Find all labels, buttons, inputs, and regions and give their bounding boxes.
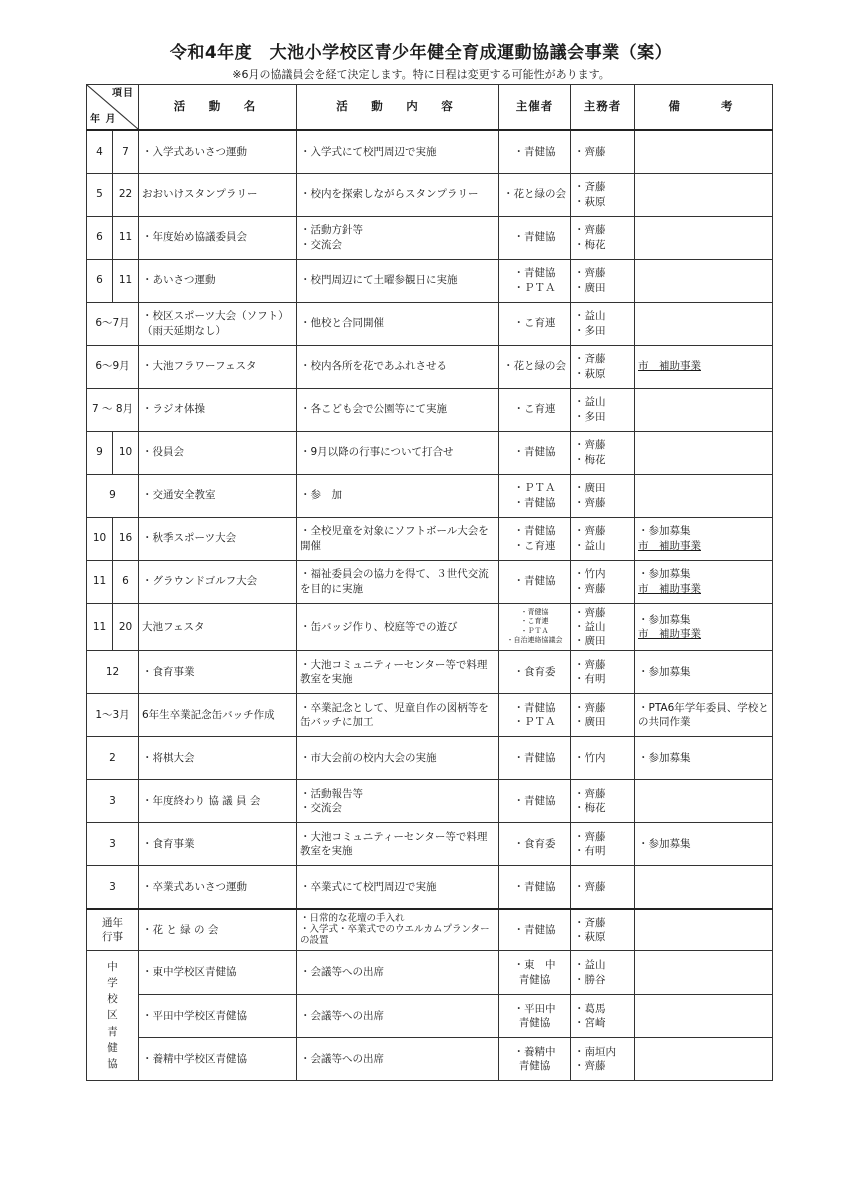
staff-cell: ・齊藤 xyxy=(571,866,635,909)
table-row xyxy=(87,345,773,388)
table-row xyxy=(87,560,773,603)
staff-cell: ・益山 ・多田 xyxy=(571,388,635,431)
staff-cell: ・齊藤 ・益山 xyxy=(571,517,635,560)
activity-name-cell: 6年生卒業記念缶バッチ作成 xyxy=(139,694,297,737)
table-row xyxy=(87,603,773,651)
organizer-cell: ・花と緑の会 xyxy=(499,173,571,216)
table-row xyxy=(87,780,773,823)
organizer-cell: ・青健協 ・こ育連 ・ＰＴＡ ・自治連絡協議会 xyxy=(499,603,571,651)
notes-cell xyxy=(635,1038,773,1081)
table-row xyxy=(87,517,773,560)
notes-cell xyxy=(635,388,773,431)
staff-cell: ・齊藤 ・有明 xyxy=(571,823,635,866)
day-cell: 16 xyxy=(113,517,139,560)
activity-content-cell: ・会議等への出席 xyxy=(297,995,499,1038)
activity-name-cell: ・平田中学校区青健協 xyxy=(139,995,297,1038)
header-notes: 備 考 xyxy=(635,85,773,131)
activity-name-cell: ・ラジオ体操 xyxy=(139,388,297,431)
organizer-cell: ・養精中 青健協 xyxy=(499,1038,571,1081)
table-row xyxy=(87,694,773,737)
activity-name-cell: ・花 と 緑 の 会 xyxy=(139,909,297,951)
staff-cell: ・葛馬 ・宮崎 xyxy=(571,995,635,1038)
staff-cell: ・齊藤 ・有明 xyxy=(571,651,635,694)
note-text: 市 補助事業 xyxy=(638,582,701,595)
middle-school-label-cell xyxy=(87,951,139,1081)
month-cell: 2 xyxy=(87,737,139,780)
table-row xyxy=(87,173,773,216)
organizer-cell: ・食育委 xyxy=(499,823,571,866)
month-cell: 10 xyxy=(87,517,113,560)
day-cell: 11 xyxy=(113,216,139,259)
activity-name-cell: ・校区スポーツ大会（ソフト） （雨天延期なし） xyxy=(139,302,297,345)
activity-content-cell: ・校門周辺にて土曜参観日に実施 xyxy=(297,259,499,302)
month-cell: 6～7月 xyxy=(87,302,139,345)
notes-cell xyxy=(635,951,773,995)
organizer-cell: ・青健協 xyxy=(499,737,571,780)
annual-row xyxy=(87,909,773,951)
activity-name-cell: ・交通安全教室 xyxy=(139,474,297,517)
notes-cell xyxy=(635,823,773,866)
middle-school-row xyxy=(87,995,773,1038)
month-cell: 3 xyxy=(87,823,139,866)
organizer-cell: ・青健協 ・ＰＴＡ xyxy=(499,259,571,302)
organizer-cell: ・青健協 xyxy=(499,909,571,951)
activity-content-cell: ・缶バッジ作り、校庭等での遊び xyxy=(297,603,499,651)
notes-cell xyxy=(635,474,773,517)
month-cell: 11 xyxy=(87,603,113,651)
table-row xyxy=(87,474,773,517)
table-row xyxy=(87,823,773,866)
notes-cell xyxy=(635,866,773,909)
middle-school-row xyxy=(87,1038,773,1081)
staff-cell: ・齊藤 ・梅花 xyxy=(571,780,635,823)
activity-name-cell: ・東中学校区青健協 xyxy=(139,951,297,995)
activity-name-cell: ・役員会 xyxy=(139,431,297,474)
notes-cell xyxy=(635,651,773,694)
label-char: 青 xyxy=(107,1025,118,1038)
header-corner-cell xyxy=(87,85,139,131)
activity-name-cell: ・入学式あいさつ運動 xyxy=(139,130,297,173)
month-cell: 4 xyxy=(87,130,113,173)
organizer-cell: ・青健協 xyxy=(499,431,571,474)
organizer-cell: ・東 中 青健協 xyxy=(499,951,571,995)
organizer-cell: ・こ育連 xyxy=(499,302,571,345)
activity-content-cell: ・卒業式にて校門周辺で実施 xyxy=(297,866,499,909)
note-text: 市 補助事業 xyxy=(638,627,701,640)
month-cell: 3 xyxy=(87,780,139,823)
activity-content-cell: ・活動方針等 ・交流会 xyxy=(297,216,499,259)
staff-cell: ・齊藤 ・廣田 xyxy=(571,694,635,737)
schedule-body xyxy=(87,130,773,1081)
activity-name-cell: ・あいさつ運動 xyxy=(139,259,297,302)
activity-content-cell: ・他校と合同開催 xyxy=(297,302,499,345)
note-text: 市 補助事業 xyxy=(638,360,701,373)
page-subtitle: ※6月の協議員会を経て決定します。特に日程は変更する可能性があります。 xyxy=(232,68,610,81)
activity-content-cell: ・9月以降の行事について打合せ xyxy=(297,431,499,474)
organizer-cell: ・花と緑の会 xyxy=(499,345,571,388)
day-cell: 20 xyxy=(113,603,139,651)
activity-name-cell: ・秋季スポーツ大会 xyxy=(139,517,297,560)
schedule-table xyxy=(86,84,773,1081)
header-activity-content: 活 動 内 容 xyxy=(297,85,499,131)
day-cell: 6 xyxy=(113,560,139,603)
organizer-cell: ・こ育連 xyxy=(499,388,571,431)
activity-content-cell: ・大池コミュニティーセンター等で料理教室を実施 xyxy=(297,651,499,694)
notes-cell xyxy=(635,560,773,603)
header-organizer: 主催者 xyxy=(499,85,571,131)
notes-cell xyxy=(635,259,773,302)
month-cell: 9 xyxy=(87,431,113,474)
label-char: 校 xyxy=(107,993,118,1006)
activity-content-cell: ・校内各所を花であふれさせる xyxy=(297,345,499,388)
staff-cell: ・益山 ・多田 xyxy=(571,302,635,345)
activity-content-cell: ・校内を探索しながらスタンプラリー xyxy=(297,173,499,216)
activity-name-cell: ・食育事業 xyxy=(139,651,297,694)
table-row xyxy=(87,302,773,345)
organizer-cell: ・青健協 xyxy=(499,130,571,173)
activity-name-cell: 大池フェスタ xyxy=(139,603,297,651)
month-cell: 6 xyxy=(87,259,113,302)
notes-cell xyxy=(635,302,773,345)
header-corner-bottom: 年 月 xyxy=(90,113,117,125)
header-staff: 主務者 xyxy=(571,85,635,131)
day-cell: 22 xyxy=(113,173,139,216)
activity-content-cell: ・活動報告等 ・交流会 xyxy=(297,780,499,823)
header-corner-top: 項目 xyxy=(112,88,134,99)
activity-content-cell: ・会議等への出席 xyxy=(297,951,499,995)
middle-school-row xyxy=(87,951,773,995)
staff-cell: ・斉藤 ・萩原 xyxy=(571,345,635,388)
activity-content-cell: ・全校児童を対象にソフトボール大会を開催 xyxy=(297,517,499,560)
activity-content-cell: ・市大会前の校内大会の実施 xyxy=(297,737,499,780)
note-text: 市 補助事業 xyxy=(638,539,701,552)
table-row xyxy=(87,431,773,474)
table-row xyxy=(87,388,773,431)
label-char: 学 xyxy=(107,976,118,989)
activity-name-cell: ・卒業式あいさつ運動 xyxy=(139,866,297,909)
day-cell: 10 xyxy=(113,431,139,474)
notes-cell xyxy=(635,995,773,1038)
staff-cell: ・竹内 ・齊藤 xyxy=(571,560,635,603)
notes-cell xyxy=(635,431,773,474)
note-text: ・PTA6年学年委員、学校との共同作業 xyxy=(638,701,769,729)
day-cell: 11 xyxy=(113,259,139,302)
note-text: ・参加募集 xyxy=(638,751,691,764)
notes-cell xyxy=(635,517,773,560)
label-char: 中 xyxy=(107,960,118,973)
activity-name-cell: ・養精中学校区青健協 xyxy=(139,1038,297,1081)
staff-cell: ・齊藤 ・梅花 xyxy=(571,216,635,259)
notes-cell xyxy=(635,130,773,173)
activity-name-cell: ・将棋大会 xyxy=(139,737,297,780)
notes-cell xyxy=(635,603,773,651)
staff-cell: ・斉藤 ・萩原 xyxy=(571,909,635,951)
label-char: 区 xyxy=(107,1009,118,1022)
activity-content-cell: ・会議等への出席 xyxy=(297,1038,499,1081)
month-cell: 6～9月 xyxy=(87,345,139,388)
label-char: 協 xyxy=(107,1058,118,1071)
organizer-cell: ・青健協 xyxy=(499,560,571,603)
activity-name-cell: ・大池フラワーフェスタ xyxy=(139,345,297,388)
month-cell: 12 xyxy=(87,651,139,694)
notes-cell xyxy=(635,737,773,780)
month-cell: 5 xyxy=(87,173,113,216)
month-cell: 11 xyxy=(87,560,113,603)
organizer-cell: ・青健協 ・こ育連 xyxy=(499,517,571,560)
activity-content-cell: ・卒業記念として、児童自作の図柄等を缶バッチに加工 xyxy=(297,694,499,737)
activity-content-cell: ・福祉委員会の協力を得て、３世代交流を目的に実施 xyxy=(297,560,499,603)
month-cell: 1～3月 xyxy=(87,694,139,737)
note-text: ・参加募集 xyxy=(638,613,691,626)
label-char: 健 xyxy=(107,1041,118,1054)
activity-content-cell: ・入学式にて校門周辺で実施 xyxy=(297,130,499,173)
organizer-cell: ・青健協 ・ＰＴＡ xyxy=(499,694,571,737)
staff-cell: ・齊藤 ・廣田 xyxy=(571,259,635,302)
notes-cell xyxy=(635,909,773,951)
table-row xyxy=(87,866,773,909)
notes-cell xyxy=(635,694,773,737)
staff-cell: ・齊藤 xyxy=(571,130,635,173)
activity-name-cell: おおいけスタンプラリー xyxy=(139,173,297,216)
day-cell: 7 xyxy=(113,130,139,173)
note-text: ・参加募集 xyxy=(638,568,691,581)
annual-label-cell: 通年 行事 xyxy=(87,909,139,951)
organizer-cell: ・ＰＴＡ ・青健協 xyxy=(499,474,571,517)
staff-cell: ・齊藤 ・梅花 xyxy=(571,431,635,474)
activity-name-cell: ・グラウンドゴルフ大会 xyxy=(139,560,297,603)
month-cell: 9 xyxy=(87,474,139,517)
table-header xyxy=(87,85,773,131)
activity-content-cell: ・日常的な花壇の手入れ ・入学式・卒業式でのウエルカムプランターの設置 xyxy=(297,909,499,951)
month-cell: 7 ～ 8月 xyxy=(87,388,139,431)
note-text: ・参加募集 xyxy=(638,837,691,850)
notes-cell xyxy=(635,780,773,823)
page-title: 令和4年度 大池小学校区青少年健全育成運動協議会事業（案） xyxy=(169,43,673,63)
month-cell: 6 xyxy=(87,216,113,259)
table-row xyxy=(87,737,773,780)
organizer-cell: ・食育委 xyxy=(499,651,571,694)
activity-name-cell: ・食育事業 xyxy=(139,823,297,866)
notes-cell xyxy=(635,216,773,259)
organizer-cell: ・青健協 xyxy=(499,866,571,909)
note-text: ・参加募集 xyxy=(638,525,691,538)
header-activity-name: 活 動 名 xyxy=(139,85,297,131)
staff-cell: ・廣田 ・齊藤 xyxy=(571,474,635,517)
activity-name-cell: ・年度始め協議委員会 xyxy=(139,216,297,259)
organizer-cell: ・青健協 xyxy=(499,780,571,823)
staff-cell: ・南垣内 ・齊藤 xyxy=(571,1038,635,1081)
month-cell: 3 xyxy=(87,866,139,909)
staff-cell: ・竹内 xyxy=(571,737,635,780)
activity-content-cell: ・大池コミュニティーセンター等で料理教室を実施 xyxy=(297,823,499,866)
table-row xyxy=(87,259,773,302)
staff-cell: ・齊藤 ・益山 ・廣田 xyxy=(571,603,635,651)
note-text: ・参加募集 xyxy=(638,665,691,678)
table-row xyxy=(87,216,773,259)
notes-cell xyxy=(635,173,773,216)
activity-content-cell: ・各こども会で公園等にて実施 xyxy=(297,388,499,431)
table-row xyxy=(87,130,773,173)
staff-cell: ・益山 ・勝谷 xyxy=(571,951,635,995)
staff-cell: ・斉藤 ・萩原 xyxy=(571,173,635,216)
table-row xyxy=(87,651,773,694)
activity-content-cell: ・参 加 xyxy=(297,474,499,517)
activity-name-cell: ・年度終わり 協 議 員 会 xyxy=(139,780,297,823)
notes-cell xyxy=(635,345,773,388)
organizer-cell: ・青健協 xyxy=(499,216,571,259)
organizer-cell: ・平田中 青健協 xyxy=(499,995,571,1038)
